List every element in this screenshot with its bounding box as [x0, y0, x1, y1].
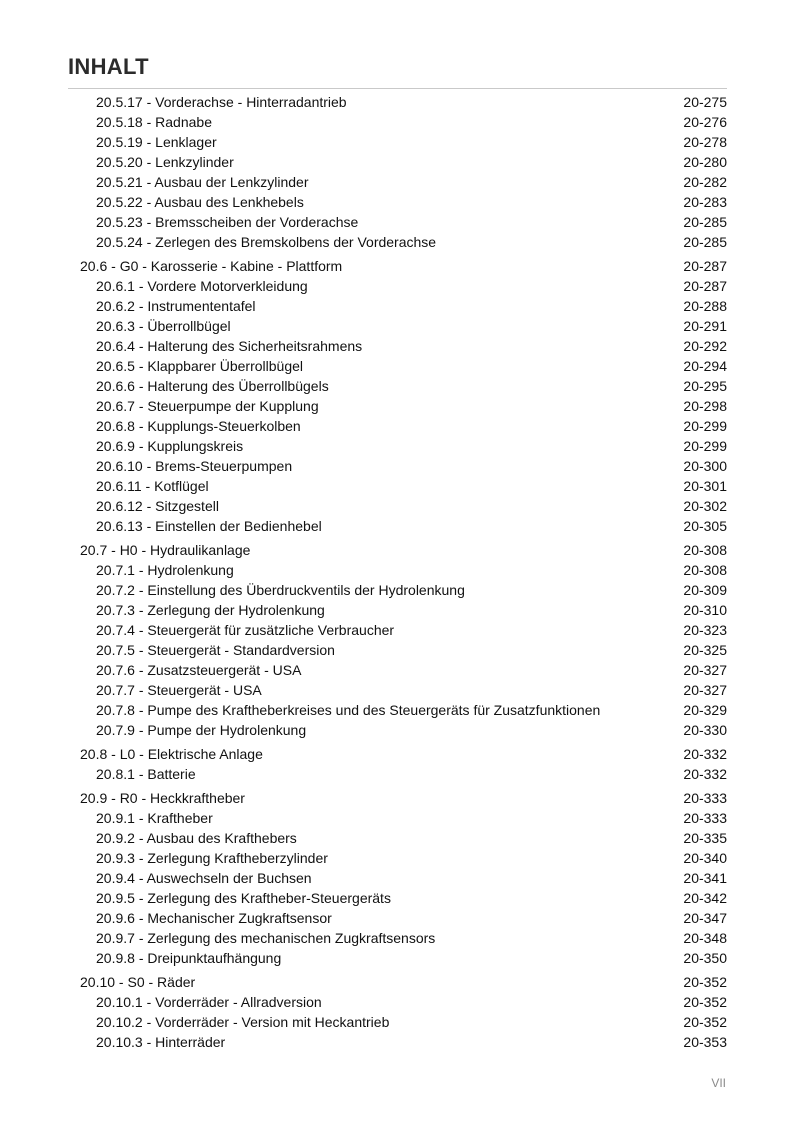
- toc-entry-title: 20.6.4 - Halterung des Sicherheitsrahmens: [96, 338, 363, 354]
- toc-entry-page: 20-299: [683, 418, 727, 434]
- toc-entry[interactable]: [0, 948, 794, 968]
- toc-entry[interactable]: [0, 620, 794, 640]
- toc-entry-page: 20-333: [683, 810, 727, 826]
- toc-entry-page: 20-352: [683, 974, 727, 990]
- toc-entry[interactable]: [0, 720, 794, 740]
- toc-entry-page: 20-332: [683, 766, 727, 782]
- toc-entry-title: 20.7.5 - Steuergerät - Standardversion: [96, 642, 335, 658]
- toc-entry[interactable]: [0, 888, 794, 908]
- toc-entry-title: 20.9.3 - Zerlegung Kraftheberzylinder: [96, 850, 328, 866]
- toc-entry[interactable]: [0, 336, 794, 356]
- toc-entry-page: 20-308: [683, 542, 727, 558]
- toc-entry-page: 20-333: [683, 790, 727, 806]
- toc-entry-title: 20.7.2 - Einstellung des Überdruckventils der Hydrolenkung: [96, 582, 465, 598]
- toc-entry[interactable]: [0, 232, 794, 252]
- toc-entry-title: 20.7.3 - Zerlegung der Hydrolenkung: [96, 602, 325, 618]
- toc-entry-title: 20.9.7 - Zerlegung des mechanischen Zugkraftsensors: [96, 930, 436, 946]
- toc-entry-page: 20-300: [683, 458, 727, 474]
- toc-entry[interactable]: [0, 600, 794, 620]
- toc-entry-title: 20.6.5 - Klappbarer Überrollbügel: [96, 358, 304, 374]
- toc-entry[interactable]: [0, 560, 794, 580]
- toc-entry-title: 20.6.11 - Kotflügel: [96, 478, 209, 494]
- toc-entry-page: 20-329: [683, 702, 727, 718]
- toc-entry[interactable]: [0, 928, 794, 948]
- toc-entry-page: 20-275: [683, 94, 727, 110]
- heading-divider: [68, 88, 727, 89]
- toc-entry-title: 20.10.3 - Hinterräder: [96, 1034, 226, 1050]
- toc-entry[interactable]: [0, 764, 794, 784]
- toc-entry-page: 20-327: [683, 682, 727, 698]
- toc-entry-title: 20.10 - S0 - Räder: [80, 974, 196, 990]
- toc-entry[interactable]: [0, 992, 794, 1012]
- toc-entry-title: 20.8 - L0 - Elektrische Anlage: [80, 746, 263, 762]
- toc-entry-page: 20-292: [683, 338, 727, 354]
- toc-entry-page: 20-352: [683, 1014, 727, 1030]
- toc-entry-page: 20-280: [683, 154, 727, 170]
- toc-entry[interactable]: [0, 276, 794, 296]
- toc-entry[interactable]: [0, 212, 794, 232]
- toc-entry-title: 20.7.7 - Steuergerät - USA: [96, 682, 262, 698]
- toc-entry-page: 20-295: [683, 378, 727, 394]
- toc-entry-page: 20-276: [683, 114, 727, 130]
- toc-entry-title: 20.7.8 - Pumpe des Kraftheberkreises und des Steuergeräts für Zusatzfunktionen: [96, 702, 601, 718]
- toc-section: [0, 972, 794, 1052]
- toc-section: [0, 256, 794, 536]
- toc-entry[interactable]: [0, 456, 794, 476]
- toc-entry-page: 20-288: [683, 298, 727, 314]
- toc-entry[interactable]: [0, 296, 794, 316]
- toc-entry-page: 20-285: [683, 234, 727, 250]
- toc-entry-page: 20-342: [683, 890, 727, 906]
- toc-entry-title: 20.5.24 - Zerlegen des Bremskolbens der Vorderachse: [96, 234, 437, 250]
- toc-entry-page: 20-283: [683, 194, 727, 210]
- toc-entry-page: 20-309: [683, 582, 727, 598]
- toc-entry[interactable]: [0, 436, 794, 456]
- toc-entry[interactable]: [0, 192, 794, 212]
- toc-chapter-entry[interactable]: [0, 972, 794, 992]
- toc-entry-page: 20-310: [683, 602, 727, 618]
- toc-entry-title: 20.5.22 - Ausbau des Lenkhebels: [96, 194, 304, 210]
- toc-section: [0, 788, 794, 968]
- toc-entry-page: 20-298: [683, 398, 727, 414]
- toc-entry-page: 20-291: [683, 318, 727, 334]
- toc-entry-title: 20.6.7 - Steuerpumpe der Kupplung: [96, 398, 319, 414]
- toc-entry-title: 20.6.3 - Überrollbügel: [96, 318, 231, 334]
- toc-section: [0, 92, 794, 252]
- toc-entry-title: 20.7.4 - Steuergerät für zusätzliche Verbraucher: [96, 622, 395, 638]
- toc-entry-title: 20.6.13 - Einstellen der Bedienhebel: [96, 518, 322, 534]
- toc-entry-title: 20.7.1 - Hydrolenkung: [96, 562, 234, 578]
- page-number: VII: [711, 1076, 726, 1090]
- toc-entry[interactable]: [0, 376, 794, 396]
- toc-entry[interactable]: [0, 828, 794, 848]
- toc-entry[interactable]: [0, 700, 794, 720]
- toc-entry[interactable]: [0, 868, 794, 888]
- toc-entry-title: 20.9.8 - Dreipunktaufhängung: [96, 950, 282, 966]
- toc-entry-page: 20-299: [683, 438, 727, 454]
- toc-entry-title: 20.5.18 - Radnabe: [96, 114, 212, 130]
- toc-entry[interactable]: [0, 516, 794, 536]
- toc-entry-title: 20.6.9 - Kupplungskreis: [96, 438, 244, 454]
- toc-entry-title: 20.6.8 - Kupplungs-Steuerkolben: [96, 418, 301, 434]
- toc-entry-page: 20-347: [683, 910, 727, 926]
- toc-entry-page: 20-353: [683, 1034, 727, 1050]
- toc-entry-page: 20-287: [683, 258, 727, 274]
- toc-entry-title: 20.10.2 - Vorderräder - Version mit Heckantrieb: [96, 1014, 390, 1030]
- toc-entry[interactable]: [0, 172, 794, 192]
- toc-entry-page: 20-278: [683, 134, 727, 150]
- toc-entry-title: 20.6.1 - Vordere Motorverkleidung: [96, 278, 308, 294]
- toc-entry-page: 20-325: [683, 642, 727, 658]
- toc-entry-title: 20.6 - G0 - Karosserie - Kabine - Plattform: [80, 258, 343, 274]
- toc-chapter-entry[interactable]: [0, 788, 794, 808]
- toc-entry-title: 20.6.2 - Instrumententafel: [96, 298, 256, 314]
- toc-entry-title: 20.5.19 - Lenklager: [96, 134, 217, 150]
- toc-entry-page: 20-340: [683, 850, 727, 866]
- toc-chapter-entry[interactable]: [0, 744, 794, 764]
- toc-entry[interactable]: [0, 496, 794, 516]
- toc-entry-page: 20-301: [683, 478, 727, 494]
- toc-entry-title: 20.7.9 - Pumpe der Hydrolenkung: [96, 722, 307, 738]
- toc-section: [0, 744, 794, 784]
- toc-entry-title: 20.9 - R0 - Heckkraftheber: [80, 790, 245, 806]
- toc-entry-title: 20.7 - H0 - Hydraulikanlage: [80, 542, 251, 558]
- toc-entry[interactable]: [0, 396, 794, 416]
- toc-entry-page: 20-323: [683, 622, 727, 638]
- toc-section: [0, 540, 794, 740]
- toc-entry-title: 20.6.10 - Brems-Steuerpumpen: [96, 458, 293, 474]
- toc-entry-page: 20-332: [683, 746, 727, 762]
- toc-entry-page: 20-282: [683, 174, 727, 190]
- toc-entry-title: 20.7.6 - Zusatzsteuergerät - USA: [96, 662, 302, 678]
- toc-entry-page: 20-302: [683, 498, 727, 514]
- toc-entry-title: 20.9.4 - Auswechseln der Buchsen: [96, 870, 312, 886]
- toc-entry[interactable]: [0, 848, 794, 868]
- toc-chapter-entry[interactable]: [0, 540, 794, 560]
- toc-entry-title: 20.9.1 - Kraftheber: [96, 810, 213, 826]
- toc-entry-title: 20.6.12 - Sitzgestell: [96, 498, 219, 514]
- toc-entry-page: 20-294: [683, 358, 727, 374]
- toc-entry[interactable]: [0, 132, 794, 152]
- toc-entry-page: 20-352: [683, 994, 727, 1010]
- toc-entry[interactable]: [0, 416, 794, 436]
- toc-entry[interactable]: [0, 660, 794, 680]
- toc-entry[interactable]: [0, 316, 794, 336]
- toc-entry[interactable]: [0, 640, 794, 660]
- toc-entry-page: 20-305: [683, 518, 727, 534]
- toc-entry-title: 20.10.1 - Vorderräder - Allradversion: [96, 994, 322, 1010]
- toc-entry-page: 20-341: [683, 870, 727, 886]
- toc-entry[interactable]: [0, 680, 794, 700]
- table-of-contents: [0, 92, 794, 1056]
- toc-entry-title: 20.9.5 - Zerlegung des Kraftheber-Steuergeräts: [96, 890, 391, 906]
- toc-entry-title: 20.6.6 - Halterung des Überrollbügels: [96, 378, 329, 394]
- toc-entry[interactable]: [0, 356, 794, 376]
- toc-entry-title: 20.5.17 - Vorderachse - Hinterradantrieb: [96, 94, 347, 110]
- toc-entry-title: 20.8.1 - Batterie: [96, 766, 196, 782]
- toc-entry[interactable]: [0, 476, 794, 496]
- toc-entry-page: 20-348: [683, 930, 727, 946]
- toc-entry-page: 20-335: [683, 830, 727, 846]
- toc-entry[interactable]: [0, 808, 794, 828]
- toc-entry[interactable]: [0, 1012, 794, 1032]
- toc-entry-page: 20-330: [683, 722, 727, 738]
- toc-entry-title: 20.5.23 - Bremsscheiben der Vorderachse: [96, 214, 359, 230]
- toc-entry-page: 20-327: [683, 662, 727, 678]
- page-title: INHALT: [68, 54, 149, 79]
- toc-entry-page: 20-285: [683, 214, 727, 230]
- toc-entry-title: 20.5.21 - Ausbau der Lenkzylinder: [96, 174, 309, 190]
- toc-entry[interactable]: [0, 1032, 794, 1052]
- toc-chapter-entry[interactable]: [0, 256, 794, 276]
- toc-entry-title: 20.9.6 - Mechanischer Zugkraftsensor: [96, 910, 332, 926]
- toc-entry[interactable]: [0, 112, 794, 132]
- toc-entry-page: 20-287: [683, 278, 727, 294]
- toc-entry-title: 20.5.20 - Lenkzylinder: [96, 154, 234, 170]
- toc-entry[interactable]: [0, 92, 794, 112]
- toc-entry[interactable]: [0, 152, 794, 172]
- toc-entry-title: 20.9.2 - Ausbau des Krafthebers: [96, 830, 297, 846]
- toc-entry-page: 20-350: [683, 950, 727, 966]
- toc-entry[interactable]: [0, 908, 794, 928]
- toc-entry-page: 20-308: [683, 562, 727, 578]
- toc-entry[interactable]: [0, 580, 794, 600]
